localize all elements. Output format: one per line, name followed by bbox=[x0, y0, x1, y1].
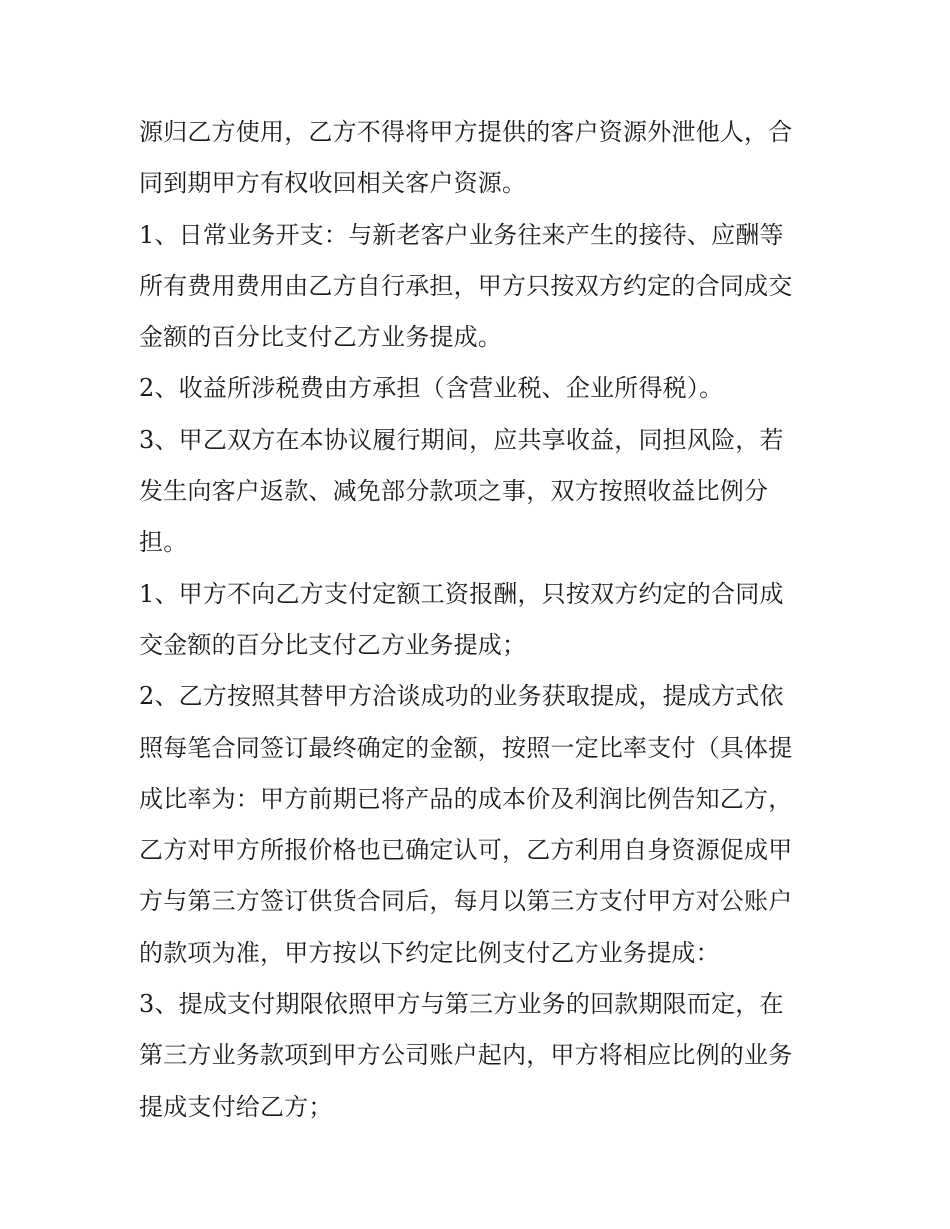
text-line: 交金额的百分比支付乙方业务提成； bbox=[139, 630, 527, 659]
text-line: 源归乙方使用，乙方不得将甲方提供的客户资源外泄他人，合 bbox=[139, 118, 793, 146]
text-line: 2、收益所涉税费由方承担（含营业税、企业所得税）。 bbox=[139, 374, 724, 403]
text-line: 3、甲乙双方在本协议履行期间，应共享收益，同担风险，若 bbox=[139, 425, 784, 454]
document-body bbox=[139, 107, 819, 1133]
text-line: 成比率为：甲方前期已将产品的成本价及利润比例告知乙方， bbox=[139, 784, 793, 813]
text-line: 1、日常业务开支：与新老客户业务往来产生的接待、应酬等 bbox=[139, 220, 784, 249]
text-line: 担。 bbox=[139, 528, 188, 557]
text-line: 2、乙方按照其替甲方洽谈成功的业务获取提成，提成方式依 bbox=[139, 682, 784, 711]
text-line: 第三方业务款项到甲方公司账户起内，甲方将相应比例的业务 bbox=[139, 1041, 793, 1070]
text-line: 提成支付给乙方； bbox=[139, 1092, 333, 1121]
text-line: 照每笔合同签订最终确定的金额，按照一定比率支付（具体提 bbox=[139, 733, 793, 762]
text-line: 同到期甲方有权收回相关客户资源。 bbox=[139, 169, 527, 198]
text-line: 所有费用费用由乙方自行承担，甲方只按双方约定的合同成交 bbox=[139, 271, 793, 300]
text-line: 乙方对甲方所报价格也已确定认可，乙方利用自身资源促成甲 bbox=[139, 836, 793, 865]
text-line: 金额的百分比支付乙方业务提成。 bbox=[139, 323, 502, 352]
text-line: 1、甲方不向乙方支付定额工资报酬，只按双方约定的合同成 bbox=[139, 579, 784, 608]
text-line: 3、提成支付期限依照甲方与第三方业务的回款期限而定，在 bbox=[139, 990, 784, 1019]
text-line: 方与第三方签订供货合同后，每月以第三方支付甲方对公账户 bbox=[139, 887, 793, 916]
text-line: 发生向客户返款、减免部分款项之事，双方按照收益比例分 bbox=[139, 477, 769, 506]
text-line: 的款项为准，甲方按以下约定比例支付乙方业务提成： bbox=[139, 938, 720, 967]
